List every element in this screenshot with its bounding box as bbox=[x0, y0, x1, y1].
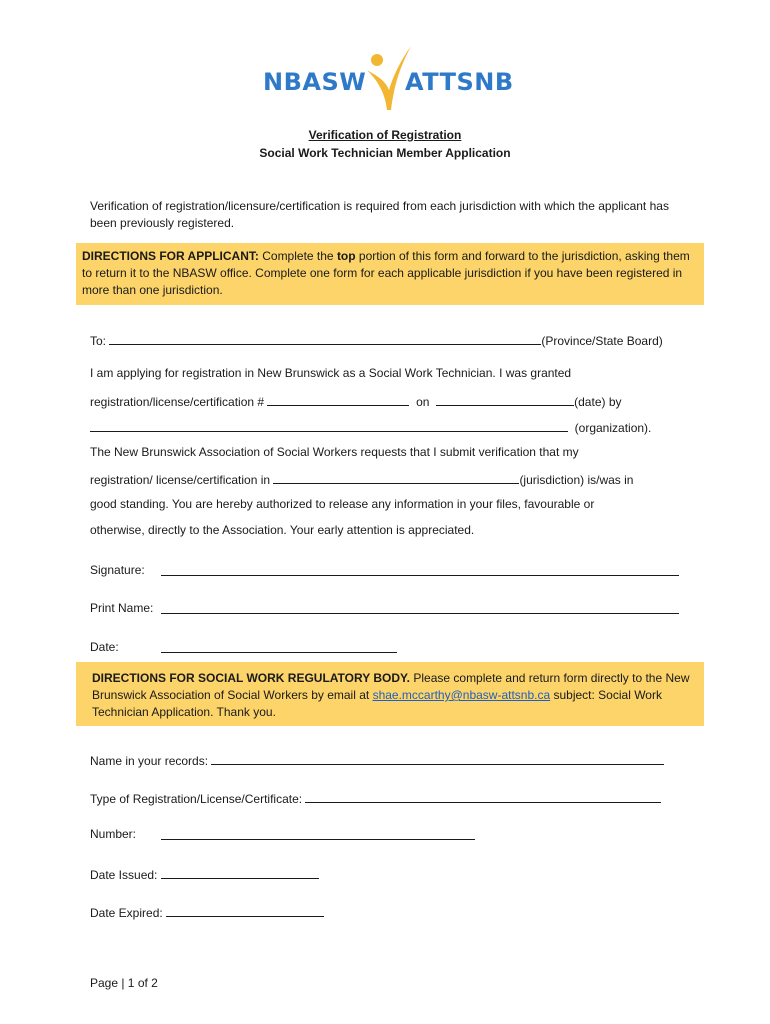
regulatory-directions-text: Please complete and return form directly to the New Brunswick Association of Social Workers by email at bbox=[92, 671, 690, 702]
email-link[interactable]: shae.mccarthy@nbasw-attsnb.ca bbox=[372, 688, 551, 702]
nbasw-logo bbox=[263, 40, 513, 120]
signature-field[interactable] bbox=[161, 563, 679, 576]
registration-number-line bbox=[90, 393, 622, 409]
jurisdiction-field[interactable] bbox=[273, 471, 519, 484]
page-title: Verification of Registration bbox=[308, 128, 462, 142]
to-field[interactable] bbox=[109, 332, 541, 345]
registration-type-field[interactable] bbox=[305, 790, 661, 803]
registration-type-label: Type of Registration/License/Certificate: bbox=[90, 792, 303, 806]
page-subtitle: Social Work Technician Member Application bbox=[259, 146, 511, 160]
jurisdiction-prefix: registration/ license/certification in bbox=[90, 473, 271, 487]
applicant-directions-lead: DIRECTIONS FOR APPLICANT: bbox=[82, 249, 259, 263]
intro-paragraph: Verification of registration/licensure/certification is required from each jurisdiction with which the applicant has been previously registered. bbox=[90, 199, 669, 230]
granted-date-field[interactable] bbox=[436, 393, 574, 406]
applicant-directions-text-2: portion of this form and forward to the jurisdiction, asking them to return it to the NBASW office. Complete one form for each applicable jurisdiction if you have been registered in more than one jurisdiction. bbox=[82, 249, 690, 297]
name-in-records-line bbox=[90, 752, 664, 768]
registration-number-field[interactable] bbox=[267, 393, 409, 406]
print-name-label: Print Name: bbox=[90, 601, 154, 615]
print-name-field[interactable] bbox=[161, 601, 679, 614]
to-line bbox=[90, 332, 663, 348]
applicant-directions-text: Complete the bbox=[258, 249, 337, 263]
logo-text-right: ATTSNB bbox=[405, 68, 514, 96]
date-label: Date: bbox=[90, 640, 119, 654]
date-expired-line bbox=[90, 904, 324, 920]
name-in-records-label: Name in your records: bbox=[90, 754, 209, 768]
to-label: To: bbox=[90, 334, 107, 348]
regulatory-directions-text-2: subject: Social Work Technician Application. Thank you. bbox=[92, 688, 662, 719]
body-line-4: The New Brunswick Association of Social Workers requests that I submit verification that my bbox=[90, 445, 579, 459]
to-suffix: (Province/State Board) bbox=[541, 334, 663, 348]
jurisdiction-suffix: (jurisdiction) is/was in bbox=[519, 473, 634, 487]
date-field[interactable] bbox=[161, 640, 397, 653]
on-label: on bbox=[416, 395, 430, 409]
applicant-directions-emphasis: top bbox=[336, 249, 356, 263]
date-by-label: (date) by bbox=[574, 395, 622, 409]
number-field[interactable] bbox=[161, 827, 475, 840]
applicant-directions-box bbox=[76, 243, 704, 305]
date-issued-label: Date Issued: bbox=[90, 868, 158, 882]
organization-label: (organization). bbox=[574, 421, 652, 435]
date-issued-line bbox=[90, 866, 319, 882]
body-line-1: I am applying for registration in New Brunswick as a Social Work Technician. I was granted bbox=[90, 366, 572, 380]
body-line-7: otherwise, directly to the Association. Your early attention is appreciated. bbox=[90, 523, 475, 537]
date-expired-label: Date Expired: bbox=[90, 906, 163, 920]
number-label: Number: bbox=[90, 827, 137, 841]
date-expired-field[interactable] bbox=[166, 904, 324, 917]
page-number: Page | 1 of 2 bbox=[90, 976, 158, 990]
organization-field[interactable] bbox=[90, 419, 568, 432]
registration-number-label: registration/license/certification # bbox=[90, 395, 265, 409]
signature-label: Signature: bbox=[90, 563, 145, 577]
logo-text-left: NBASW bbox=[263, 68, 367, 96]
name-in-records-field[interactable] bbox=[211, 752, 664, 765]
organization-line bbox=[90, 419, 651, 435]
registration-type-line bbox=[90, 790, 661, 806]
regulatory-directions-lead: DIRECTIONS FOR SOCIAL WORK REGULATORY BODY. bbox=[92, 671, 411, 685]
regulatory-directions-box bbox=[76, 662, 704, 726]
date-issued-field[interactable] bbox=[161, 866, 319, 879]
jurisdiction-line bbox=[90, 471, 633, 487]
body-line-6: good standing. You are hereby authorized to release any information in your files, favourable or bbox=[90, 497, 595, 511]
